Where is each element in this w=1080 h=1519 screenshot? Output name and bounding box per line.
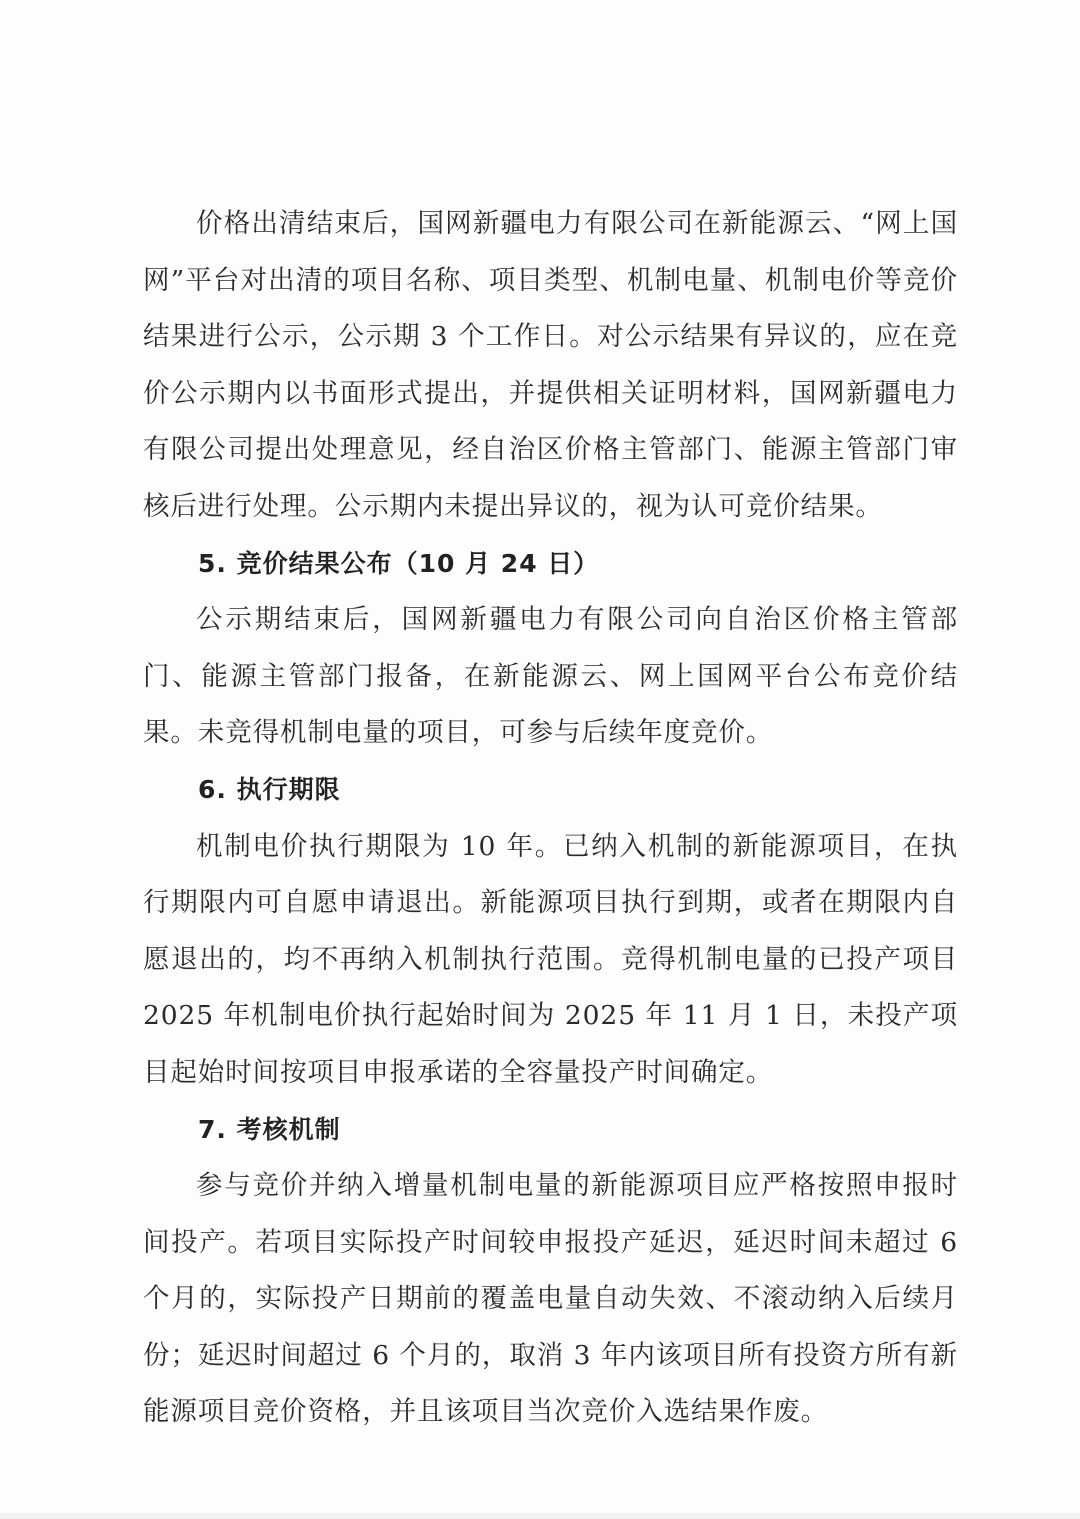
- page-bottom-edge: [0, 1513, 1080, 1519]
- document-body: [143, 196, 958, 1441]
- paragraph-result-announcement: 公示期结束后，国网新疆电力有限公司向自治区价格主管部门、能源主管部门报备，在新能源云、网上国网平台公布竞价结果。未竞得机制电量的项目，可参与后续年度竞价。: [143, 604, 958, 749]
- heading-section-5: 5. 竞价结果公布（10 月 24 日）: [198, 548, 600, 578]
- paragraph-price-clearing-publicity: 价格出清结束后，国网新疆电力有限公司在新能源云、“网上国网”平台对出清的项目名称、项目类型、机制电量、机制电价等竞价结果进行公示，公示期 3 个工作日。对公示结果有异议的，应在竞价公示期内以书面形式提出，并提供相关证明材料，国网新疆电力有限公司提出处理意见，经自治区价格主管部门、能源主管部门审核后进行处理。公示期内未提出异议的，视为认可竞价结果。: [143, 208, 958, 522]
- paragraph-assessment-mechanism: 参与竞价并纳入增量机制电量的新能源项目应严格按照申报时间投产。若项目实际投产时间较申报投产延迟，延迟时间未超过 6 个月的，实际投产日期前的覆盖电量自动失效、不滚动纳入后续月份；延迟时间超过 6 个月的，取消 3 年内该项目所有投资方所有新能源项目竞价资格，并且该项目当次竞价入选结果作废。: [143, 1170, 958, 1428]
- paragraph-execution-period: 机制电价执行期限为 10 年。已纳入机制的新能源项目，在执行期限内可自愿申请退出。新能源项目执行到期，或者在期限内自愿退出的，均不再纳入机制执行范围。竞得机制电量的已投产项目 2025 年机制电价执行起始时间为 2025 年 11 月 1 日，未投产项目起始时间按项目申报承诺的全容量投产时间确定。: [143, 830, 958, 1088]
- heading-section-6: 6. 执行期限: [198, 774, 341, 804]
- heading-section-7: 7. 考核机制: [198, 1114, 341, 1144]
